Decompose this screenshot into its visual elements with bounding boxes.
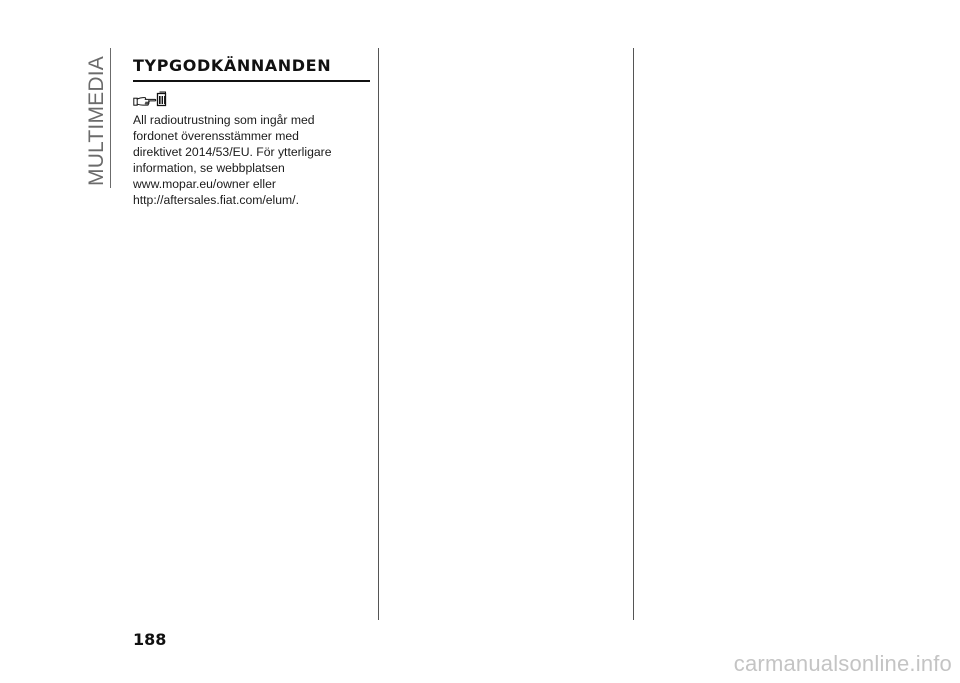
body-line: All radioutrustning som ingår med bbox=[133, 113, 315, 127]
column-divider bbox=[378, 48, 379, 620]
section-title: TYPGODKÄNNANDEN bbox=[133, 56, 332, 75]
column-divider bbox=[633, 48, 634, 620]
pointing-hand-icon bbox=[133, 90, 167, 108]
watermark: carmanualsonline.info bbox=[733, 651, 952, 676]
side-tab bbox=[84, 56, 110, 186]
body-line: www.mopar.eu/owner eller bbox=[133, 177, 276, 191]
section-body bbox=[133, 112, 370, 208]
content-column-1 bbox=[133, 50, 370, 208]
body-line-link: http://aftersales.fiat.com/elum/. bbox=[133, 193, 299, 207]
body-line: information, se webbplatsen bbox=[133, 161, 285, 175]
body-line: fordonet överensstämmer med bbox=[133, 129, 299, 143]
side-tab-rule bbox=[110, 48, 111, 188]
side-tab-label: MULTIMEDIA bbox=[85, 56, 108, 186]
body-line: direktivet 2014/53/EU. För ytterligare bbox=[133, 145, 332, 159]
page-number: 188 bbox=[133, 630, 167, 649]
section-title-rule bbox=[133, 80, 370, 82]
